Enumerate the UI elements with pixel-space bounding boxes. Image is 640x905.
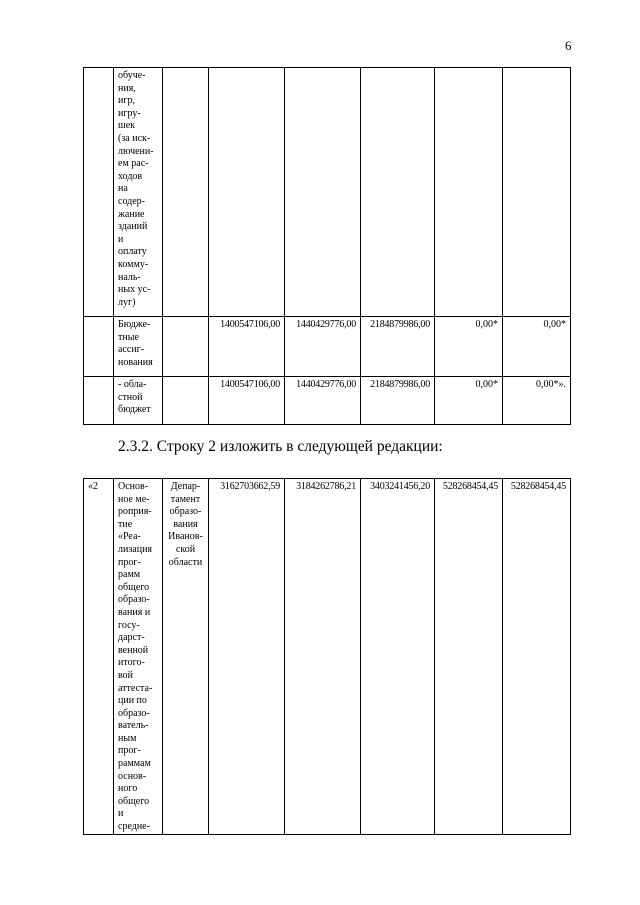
value-cell: 3162703662,59 xyxy=(209,479,285,835)
table-row xyxy=(84,479,571,835)
row-number-cell xyxy=(84,68,114,317)
row-name-cell: Бюдже- тные ассиг- нования xyxy=(114,317,163,377)
table-row xyxy=(84,377,571,425)
value-cell: 0,00*». xyxy=(503,377,571,425)
table-row xyxy=(84,317,571,377)
executor-cell xyxy=(163,377,209,425)
row-name-cell: Основ- ное ме- роприя- тие «Реа- лизация прог- рамм общего образо- вания и госу- дарст- венной итого- вой аттеста- ции по образо- ватель- ным прог- раммам основ- ного общего и средне- xyxy=(114,479,163,835)
value-cell: 528268454,45 xyxy=(435,479,503,835)
row-name-cell: - обла- стной бюджет xyxy=(114,377,163,425)
executor-cell: Депар- тамент образо- вания Иванов- ской области xyxy=(163,479,209,835)
page-number: 6 xyxy=(565,38,572,53)
value-cell: 1440429776,00 xyxy=(285,377,361,425)
section-heading: 2.3.2. Строку 2 изложить в следующей редакции: xyxy=(118,438,443,455)
value-cell: 2184879986,00 xyxy=(361,317,435,377)
value-cell: 0,00* xyxy=(435,377,503,425)
value-cell xyxy=(285,68,361,317)
table-row xyxy=(84,68,571,317)
row-number-cell xyxy=(84,317,114,377)
value-cell: 2184879986,00 xyxy=(361,377,435,425)
budget-table-continuation xyxy=(83,67,571,425)
value-cell: 528268454,45 xyxy=(503,479,571,835)
row-number-cell: «2 xyxy=(84,479,114,835)
budget-table-row-2 xyxy=(83,478,571,835)
value-cell xyxy=(435,68,503,317)
value-cell: 1440429776,00 xyxy=(285,317,361,377)
executor-cell xyxy=(163,68,209,317)
value-cell: 3403241456,20 xyxy=(361,479,435,835)
value-cell xyxy=(361,68,435,317)
executor-cell xyxy=(163,317,209,377)
value-cell: 3184262786,21 xyxy=(285,479,361,835)
value-cell: 0,00* xyxy=(435,317,503,377)
value-cell: 0,00* xyxy=(503,317,571,377)
row-number-cell xyxy=(84,377,114,425)
value-cell: 1400547106,00 xyxy=(209,317,285,377)
value-cell xyxy=(503,68,571,317)
row-name-cell: обуче- ния, игр, игру- шек (за иск- лючени- ем рас- ходов на содер- жание зданий и оплату комму- наль- ных ус- луг) xyxy=(114,68,163,317)
value-cell xyxy=(209,68,285,317)
value-cell: 1400547106,00 xyxy=(209,377,285,425)
